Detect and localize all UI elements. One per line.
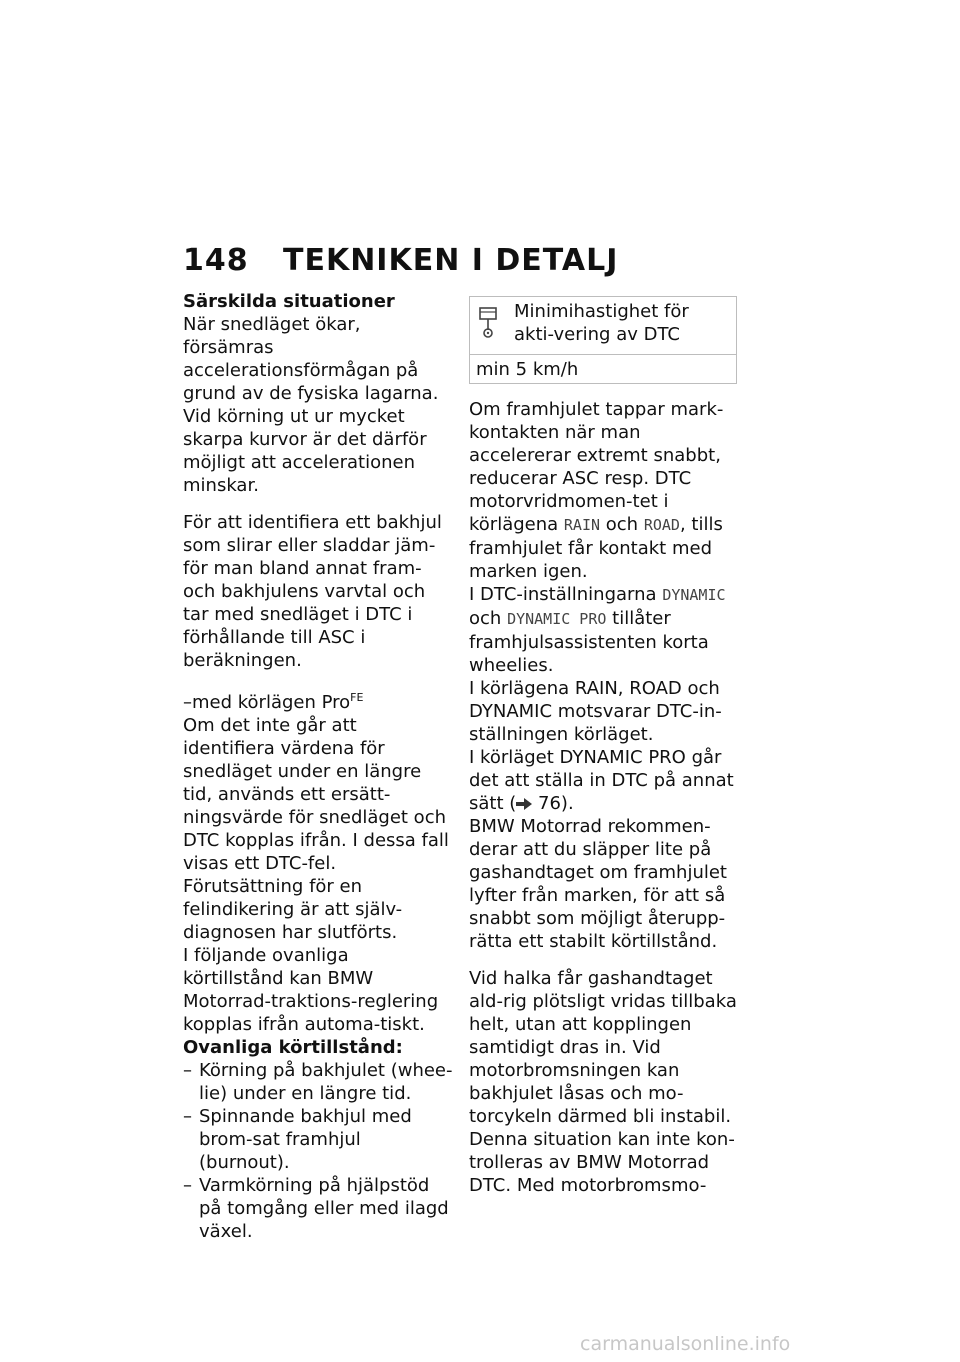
list-item: – Körning på bakhjulet (whee-lie) under en längre tid. [183, 1060, 453, 1104]
spec-box [469, 296, 737, 384]
condition-list [183, 1059, 453, 1243]
list-item: – Spinnande bakhjul med brom-sat framhjul (burnout). [183, 1106, 412, 1173]
spec-label: Minimihastighet för akti-vering av DTC [514, 301, 689, 345]
page-number: 148 [183, 243, 249, 278]
model-note-text: –med körlägen Pro [183, 692, 351, 713]
paragraph: BMW Motorrad rekommen-derar att du släpper lite på gashandtaget om framhjulet lyfter från marken, för att så snabbt som möjligt återupp-rätta ett stabilt körtillstånd. [469, 816, 727, 952]
spec-value: min 5 km/h [476, 359, 579, 380]
paragraph: Vid halka får gashandtaget ald-rig plötsligt vridas tillbaka helt, utan att kopplingen samtidigt dras in. Vid motorbromsningen kan bakhjulet låsas och mo-torcykeln därmed bli instabil. Denna situation kan inte kon-trolleras av BMW Motorrad DTC. Med motorbromsmo- [469, 968, 737, 1196]
mode-dynamic: DYNAMIC [662, 586, 726, 604]
engine-piston-icon [476, 300, 514, 346]
page-title: TEKNIKEN I DETALJ [283, 243, 619, 278]
paragraph: För att identifiera ett bakhjul som slirar eller sladdar jäm-för man bland annat fram- och bakhjulens varvtal och tar med snedläget i DTC i förhållande till ASC i beräkningen. [183, 512, 442, 671]
page-reference[interactable]: 76 [538, 793, 561, 814]
section-heading: Särskilda situationer [183, 291, 395, 312]
watermark: carmanualsonline.info [580, 1333, 791, 1355]
list-item: – Varmkörning på hjälpstöd på tomgång eller med ilagd växel. [183, 1175, 449, 1242]
paragraph: Om framhjulet tappar mark-kontakten när man accelererar extremt snabbt, reducerar ASC resp. DTC motorvridmomen-tet i körlägena RAIN och ROAD, tills framhjulet får kontakt med marken igen. [469, 399, 724, 582]
sub-heading: Ovanliga körtillstånd: [183, 1037, 403, 1058]
paragraph: I DTC-inställningarna DYNAMIC och DYNAMIC PRO tillåter framhjulsassistenten korta wheelies. [469, 584, 726, 676]
model-superscript: FE [350, 691, 364, 704]
right-column [469, 296, 739, 1197]
left-column [183, 290, 453, 1243]
mode-dynamic-pro: DYNAMIC PRO [507, 610, 607, 628]
paragraph: I körlägena RAIN, ROAD och DYNAMIC motsvarar DTC-in-ställningen körläget. [469, 678, 722, 745]
paragraph: I körläget DYNAMIC PRO går det att ställa in DTC på annat sätt ( 76). [469, 747, 734, 814]
mode-rain: RAIN [563, 516, 601, 534]
model-note [183, 686, 453, 714]
paragraph: Om det inte går att identifiera värdena för snedläget under en längre tid, används ett ersätt-ningsvärde för snedläget och DTC kopplas ifrån. I dessa fall visas ett DTC-fel. Förutsättning för en felindikering är att själv-diagnosen har slutförts. [183, 715, 449, 943]
paragraph: När snedläget ökar, försämras accelerationsförmågan på grund av de fysiska lagarna. Vid körning ut ur mycket skarpa kurvor är det därför möjligt att accelerationen minskar. [183, 314, 439, 496]
spec-header [470, 297, 736, 355]
arrow-right-icon [516, 798, 532, 810]
paragraph: I följande ovanliga körtillstånd kan BMW Motorrad-traktions-reglering kopplas ifrån automa-tiskt. [183, 945, 439, 1035]
page-header [183, 243, 618, 278]
mode-road: ROAD [643, 516, 680, 534]
